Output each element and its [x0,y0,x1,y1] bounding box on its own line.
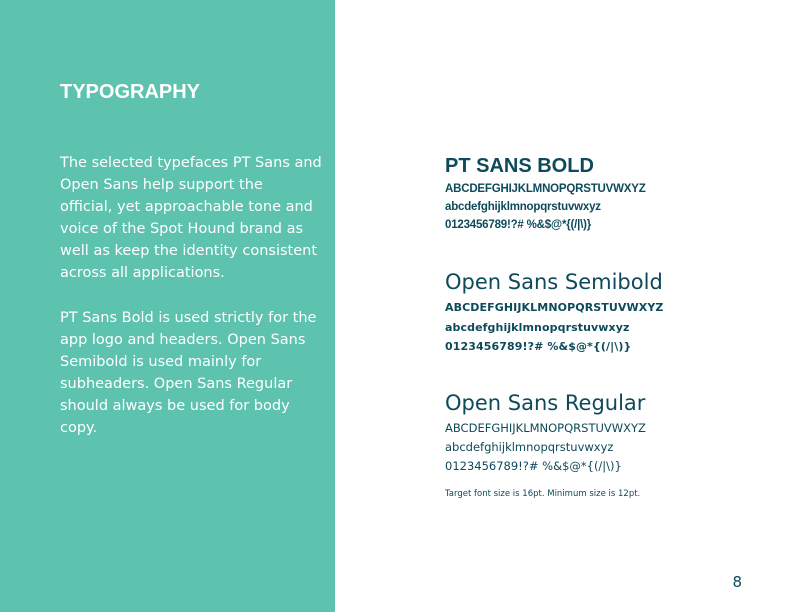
specimen-uppercase: ABCDEFGHIJKLMNOPQRSTUVWXYZ [445,183,646,195]
specimen-numerals: 0123456789!?# %&$@*{(/|\)} [445,340,632,353]
left-panel [0,0,335,612]
open-sans-regular-specimen [445,387,646,476]
page-number: 8 [732,573,742,591]
specimen-lowercase: abcdefghijklmnopqrstuvwxyz [445,320,630,334]
pt-sans-bold-specimen [445,152,646,234]
specimen-name: Open Sans Regular [445,391,646,415]
specimen-lowercase: abcdefghijklmnopqrstuvwxyz [445,440,614,454]
specimen-name: Open Sans Semibold [445,270,663,294]
page-title: TYPOGRAPHY [60,81,201,103]
specimen-numerals: 0123456789!?# %&$@*{(/|\)} [445,459,622,473]
specimen-numerals: 0123456789!?# %&$@*{(/|\)} [445,219,592,231]
specimen-uppercase: ABCDEFGHIJKLMNOPQRSTUVWXYZ [445,301,664,314]
open-sans-semibold-specimen [445,266,664,357]
specimen-name: PT SANS BOLD [445,155,594,177]
intro-paragraph: The selected typefaces PT Sans and Open Sans help support the official, yet approachable tone and voice of the Spot Hound brand as well as keep the identity consistent across all applications. [60,155,322,281]
specimen-uppercase: ABCDEFGHIJKLMNOPQRSTUVWXYZ [445,421,646,435]
font-size-note: Target font size is 16pt. Minimum size is 12pt. [445,489,641,499]
usage-paragraph: PT Sans Bold is used strictly for the app logo and headers. Open Sans Semibold is used mainly for subheaders. Open Sans Regular should always be used for body copy. [60,310,317,436]
specimen-lowercase: abcdefghijklmnopqrstuvwxyz [445,201,601,213]
